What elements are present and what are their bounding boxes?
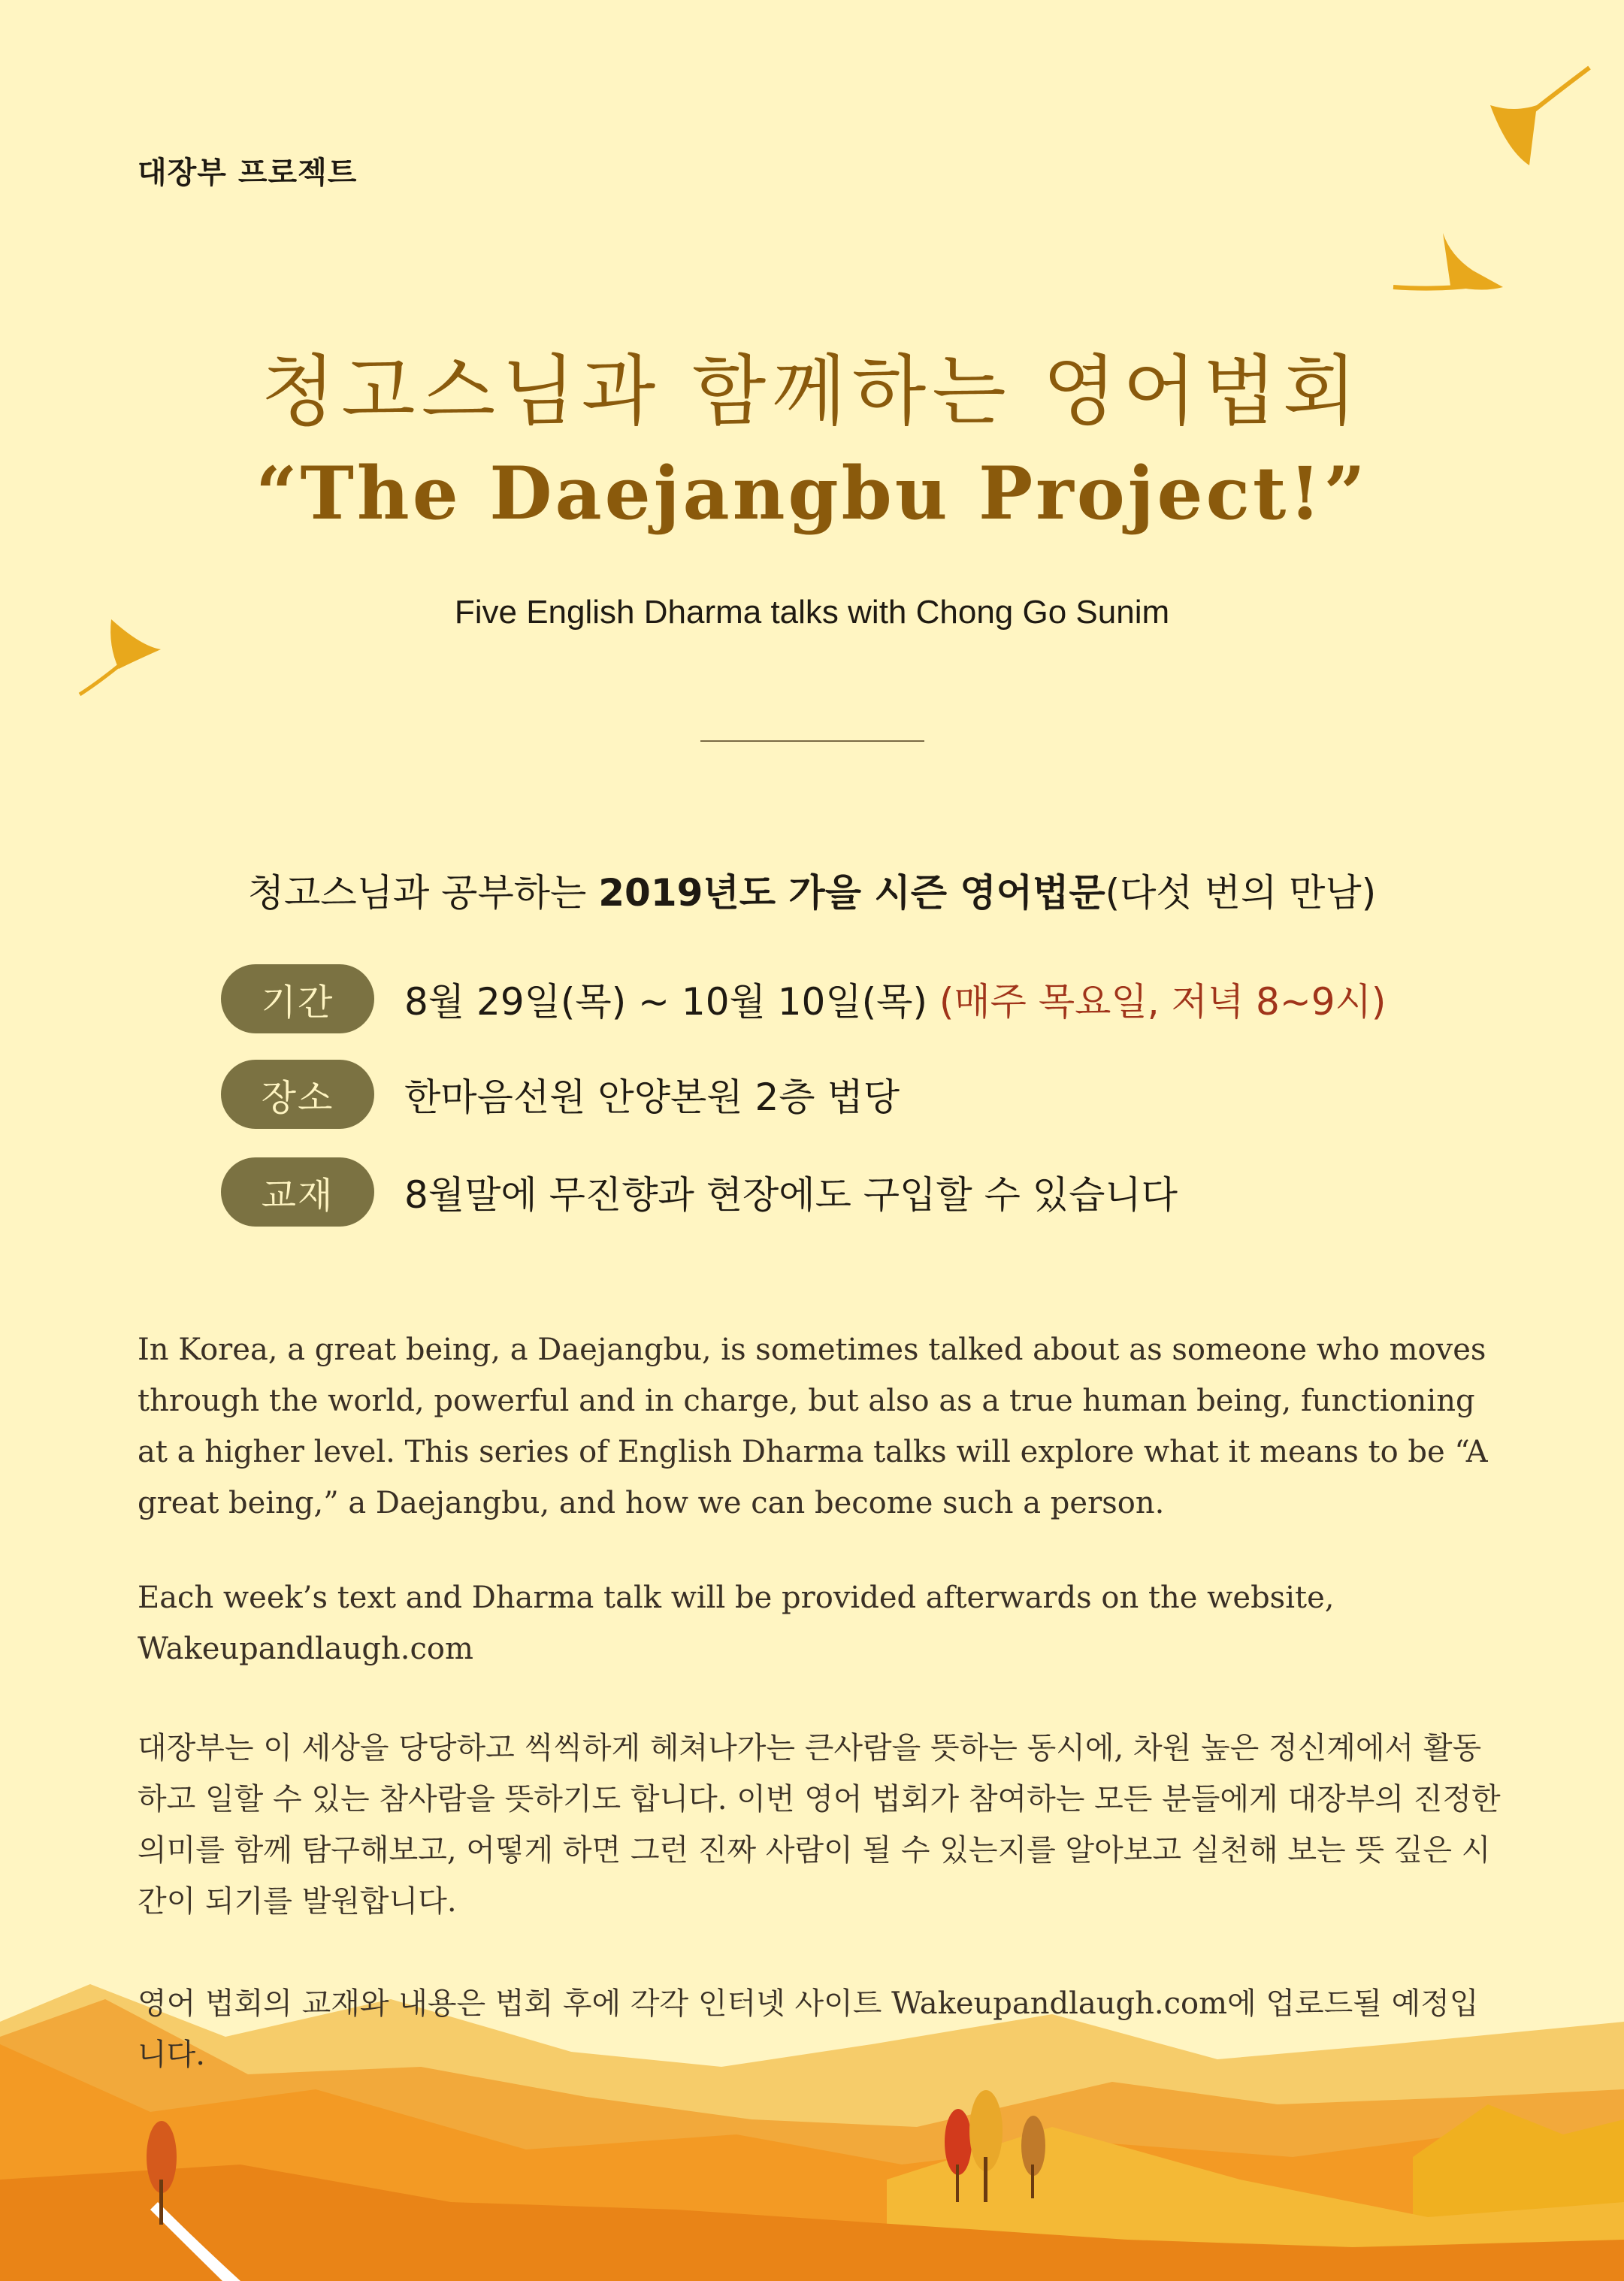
kicker-label: 대장부 프로젝트 bbox=[138, 156, 358, 190]
period-note: (매주 목요일, 저녁 8~9시) bbox=[939, 980, 1387, 1024]
divider bbox=[700, 740, 924, 742]
subtitle: Five English Dharma talks with Chong Go Sunim bbox=[454, 594, 1170, 631]
section-heading-bold: 2019년도 가을 시즌 영어법문 bbox=[598, 871, 1105, 915]
paragraph-english-website: Each week’s text and Dharma talk will be provided afterwards on the website, Wakeupandlaugh.com bbox=[138, 1581, 1335, 1666]
book-value: 8월말에 무진향과 현장에도 구입할 수 있습니다 bbox=[404, 1173, 1178, 1217]
paragraph-korean-intro: 대장부는 이 세상을 당당하고 씩씩하게 헤쳐나가는 큰사람을 뜻하는 동시에, 차원 높은 정신계에서 활동하고 일할 수 있는 참사람을 뜻하기도 합니다. 이번 영어 법회가 참여하는 모든 분들에게 대장부의 진정한 의미를 함께 탐구해보고, 어떻게 하면 그런 진짜 사람이 될 수 있는지를 알아보고 실천해 보는 뜻 깊은 시간이 되기를 발원합니다. bbox=[138, 1731, 1501, 1919]
period-value bbox=[404, 972, 1386, 1026]
period-label-pill: 기간 bbox=[221, 964, 374, 1033]
period-dates: 8월 29일(목) ~ 10월 10일(목) bbox=[404, 980, 939, 1024]
info-row-place bbox=[221, 1060, 900, 1129]
section-heading bbox=[0, 863, 1624, 917]
ginkgo-leaf-icon bbox=[1390, 225, 1518, 301]
place-value: 한마음선원 안양본원 2층 법당 bbox=[404, 1075, 900, 1119]
title-korean: 청고스님과 함께하는 영어법회 bbox=[261, 347, 1363, 437]
paragraph-english-intro: In Korea, a great being, a Daejangbu, is sometimes talked about as someone who moves through the world, powerful and in charge, but also as a true human being, functioning at a higher level. This series of English Dharma talks will explore what it means to be “A great being,” a Daejangbu, and how we can become such a person. bbox=[138, 1333, 1488, 1520]
section-heading-pre: 청고스님과 공부하는 bbox=[247, 871, 599, 915]
ginkgo-leaf-icon bbox=[1484, 60, 1604, 173]
info-row-book bbox=[221, 1157, 1178, 1227]
book-label-pill: 교재 bbox=[221, 1157, 374, 1227]
info-row-period bbox=[221, 964, 1386, 1033]
paragraph-korean-website: 영어 법회의 교재와 내용은 법회 후에 각각 인터넷 사이트 Wakeupandlaugh.com에 업로드될 예정입니다. bbox=[138, 1986, 1479, 2072]
section-heading-post: (다섯 번의 만남) bbox=[1105, 871, 1377, 915]
place-label-pill: 장소 bbox=[221, 1060, 374, 1129]
title-english: “The Daejangbu Project!” bbox=[256, 451, 1368, 536]
